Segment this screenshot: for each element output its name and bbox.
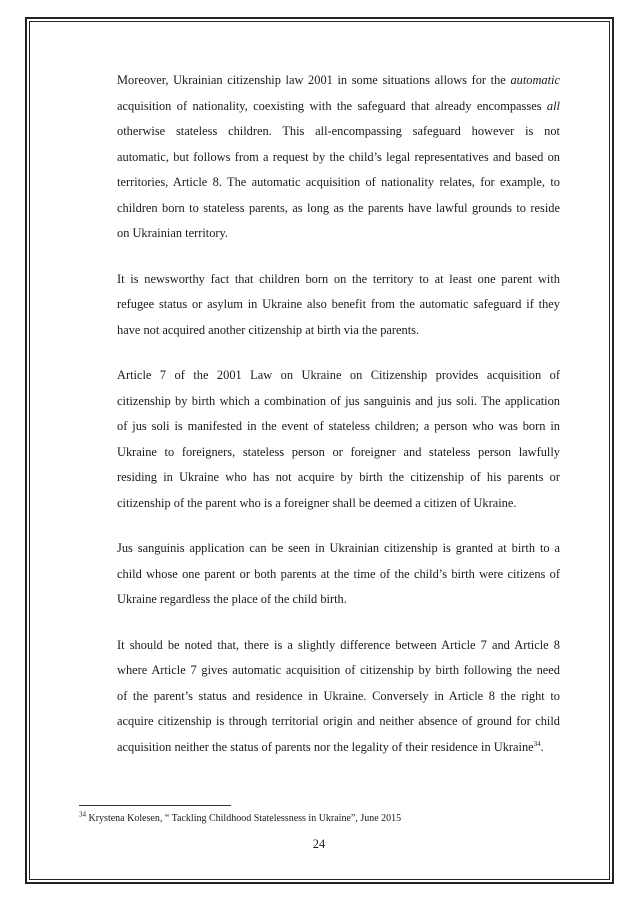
paragraph (117, 267, 560, 344)
paragraph (117, 68, 560, 247)
text-line: automatic, but follows from a request by the child’s legal representatives and based on (117, 149, 560, 164)
text-line: Moreover, Ukrainian citizenship law 2001 in some situations allows for the automatic (117, 73, 560, 87)
text-line: Article 7 of the 2001 Law on Ukraine on Citizenship provides acquisition of (117, 368, 560, 382)
text-line: of jus soli is manifested in the event of stateless children; a person who was born in (117, 419, 560, 433)
footnote-reference: 34 (533, 739, 541, 748)
emphasis: all (546, 98, 560, 113)
text-line: refugee status or asylum in Ukraine also benefit from the automatic safeguard if they (117, 297, 560, 311)
body-text (117, 68, 560, 780)
text-line: children born to stateless parents, as long as the parents have lawful grounds to reside (117, 200, 560, 215)
paragraph (117, 633, 560, 761)
text-line: territories, Article 8. The automatic acquisition of nationality relates, for example, to (117, 175, 560, 189)
footnote-text: Krystena Kolesen, “ Tackling Childhood Statelessness in Ukraine”, June 2015 (86, 813, 402, 824)
text-line: It is newsworthy fact that children born on the territory to at least one parent with (117, 271, 560, 286)
text-line: child whose one parent or both parents at the time of the child’s birth were citizens of (117, 566, 560, 581)
paragraph (117, 363, 560, 516)
footnote-marker: 34 (79, 810, 86, 819)
text-line: Ukraine regardless the place of the child birth. (117, 592, 347, 606)
paragraph (117, 536, 560, 613)
text-line: on Ukrainian territory. (117, 226, 229, 240)
text-line: of the parent’s status and residence in Ukraine. Conversely in Article 8 the right to (117, 688, 560, 703)
text-line: acquire citizenship is through territorial origin and neither absence of ground for child (117, 714, 560, 728)
emphasis: automatic (510, 73, 560, 87)
text-line: Ukraine to foreigners, stateless person or foreigner and stateless person lawfully (117, 444, 560, 459)
text-line: Jus sanguinis application can be seen in Ukrainian citizenship is granted at birth to a (117, 541, 560, 555)
text-line: have not acquired another citizenship at birth via the parents. (117, 322, 420, 337)
text-line: residing in Ukraine who has not acquire by birth the citizenship of his parents or (117, 470, 560, 484)
text-line: acquisition of nationality, coexisting with the safeguard that already encompasses all (117, 98, 560, 113)
text-line: otherwise stateless children. This all-encompassing safeguard however is not (117, 124, 560, 138)
footnote-separator (79, 805, 231, 806)
text-line: acquisition neither the status of parents nor the legality of their residence in Ukraine$^{34}$. (117, 739, 544, 754)
text-line: It should be noted that, there is a slightly difference between Article 7 and Article 8 (117, 637, 560, 652)
page-number: 24 (312, 837, 326, 851)
text-line: where Article 7 gives automatic acquisition of citizenship by birth following the need (117, 663, 560, 677)
text-line: citizenship of the parent who is a foreigner shall be deemed a citizen of Ukraine. (117, 495, 517, 510)
footnote (79, 812, 401, 825)
text-line: citizenship by birth which a combination of jus sanguinis and jus soli. The application (117, 393, 560, 408)
